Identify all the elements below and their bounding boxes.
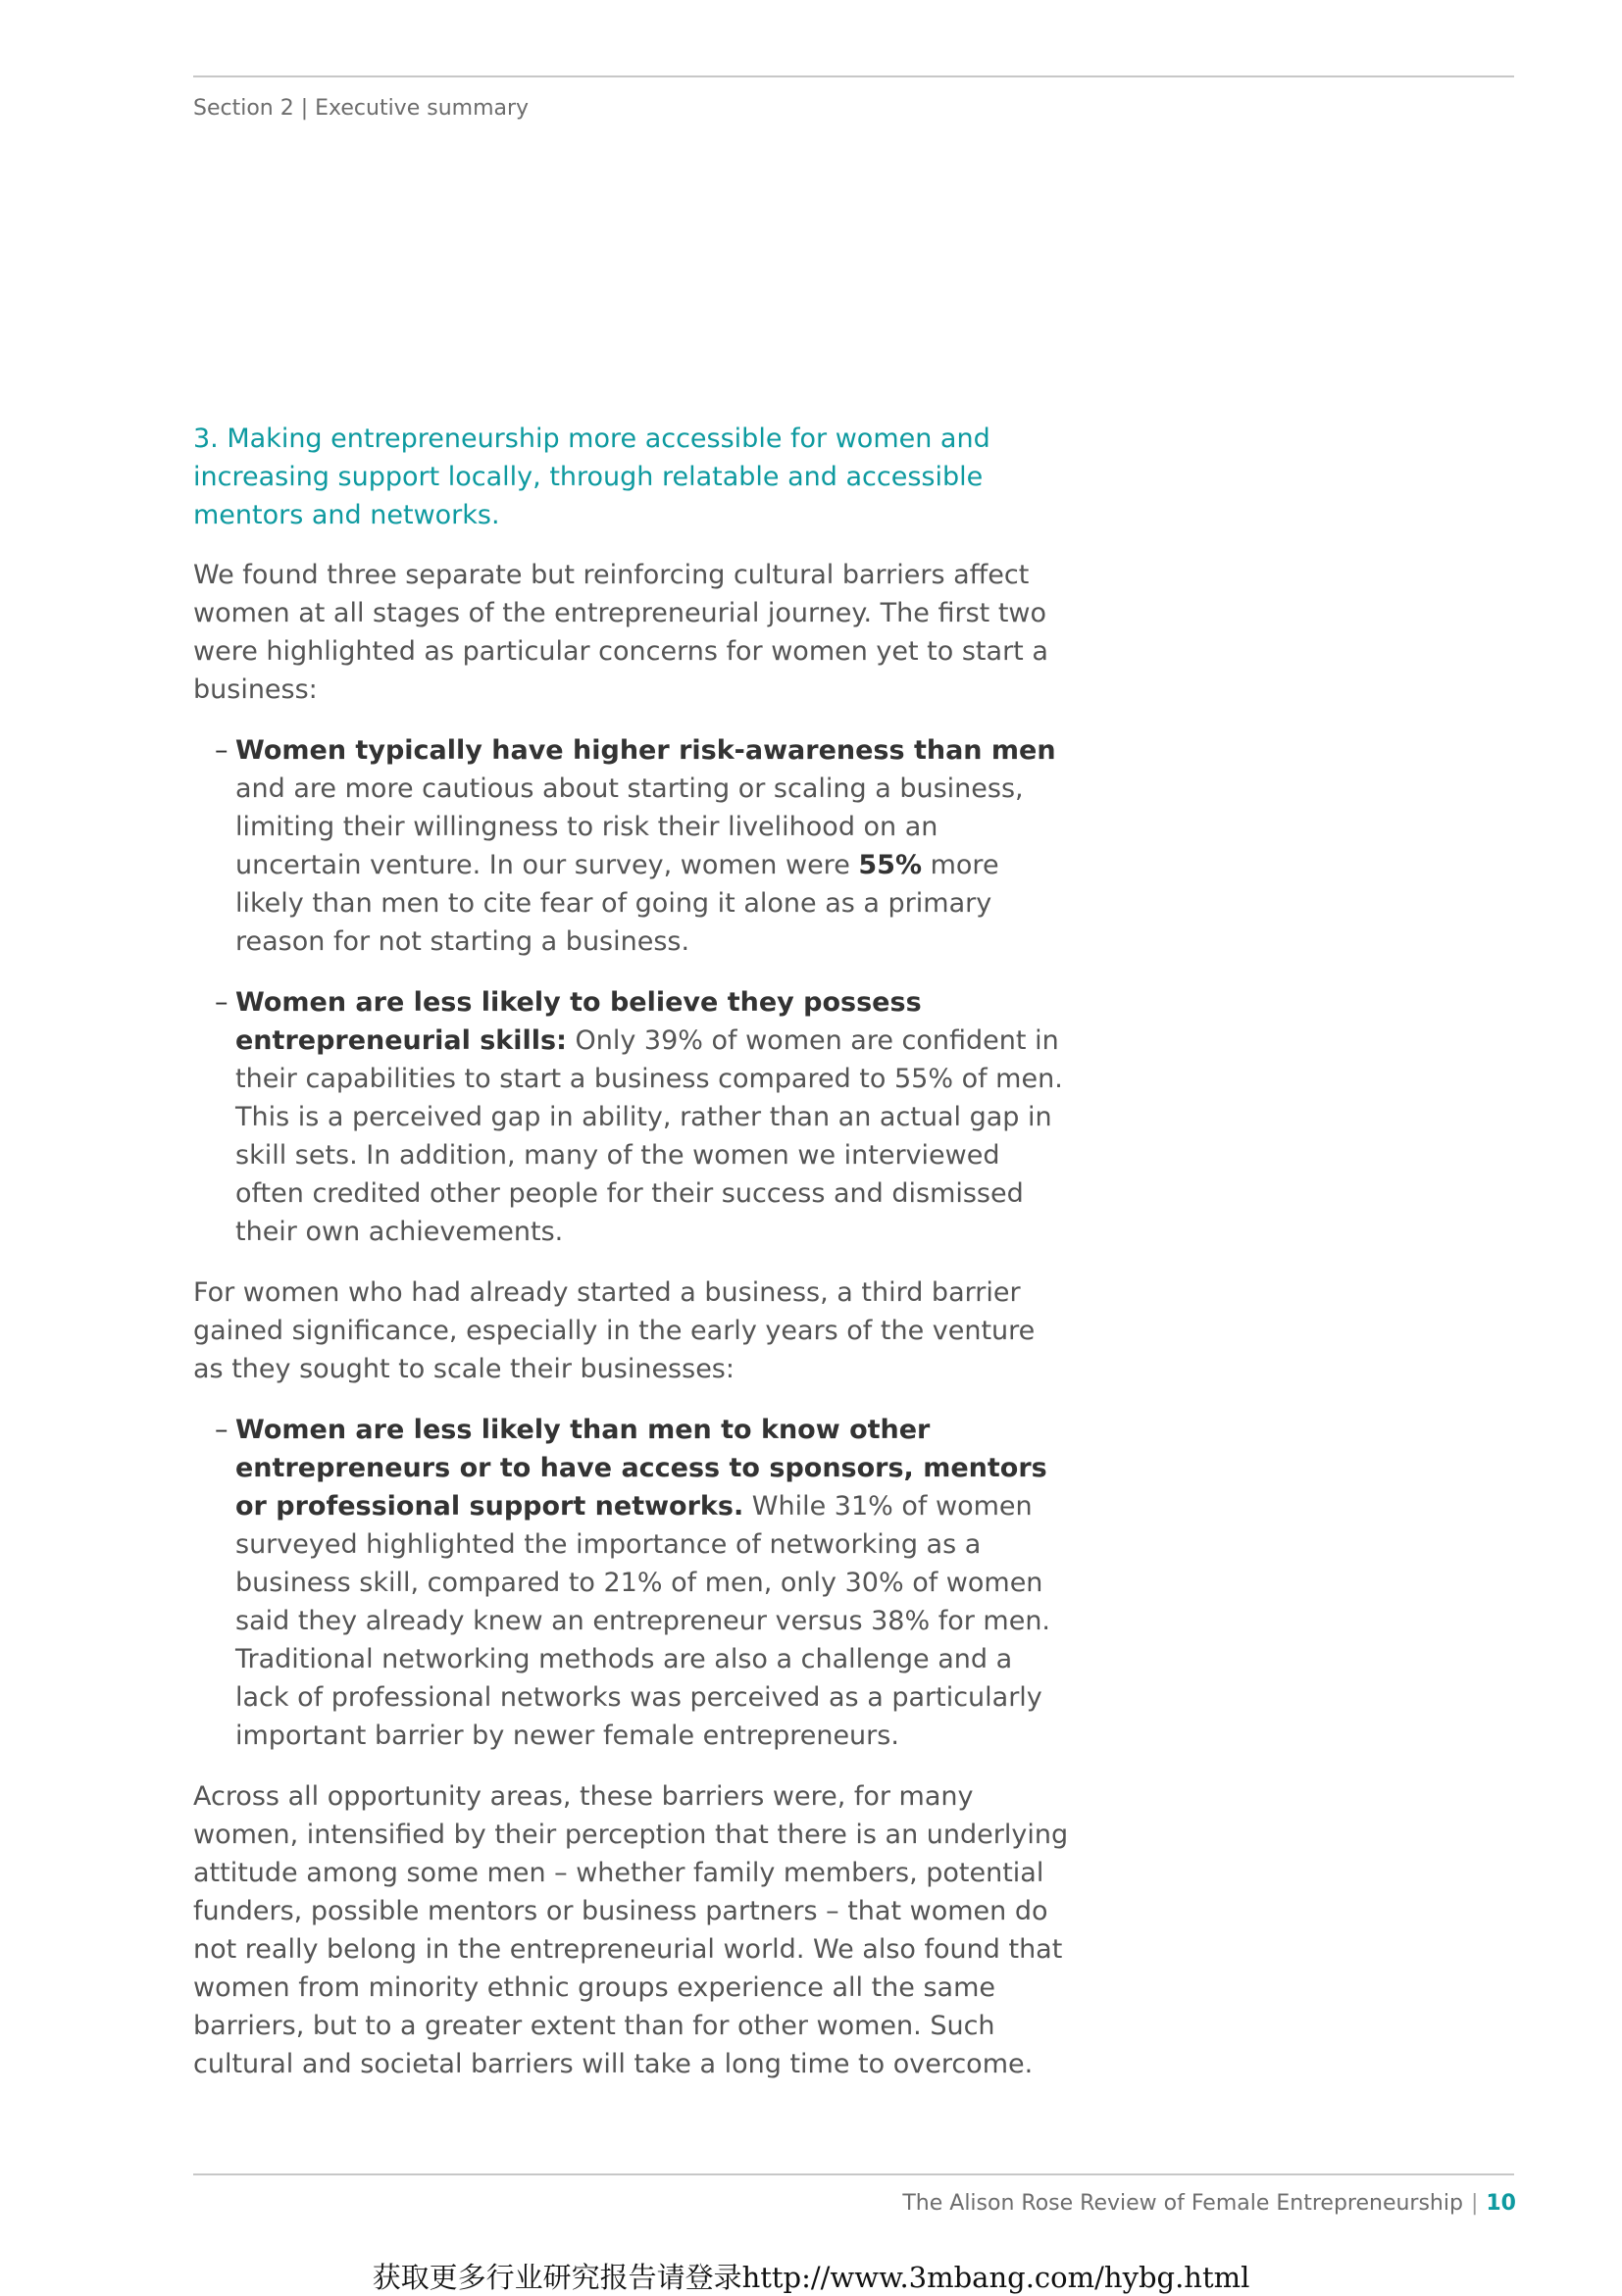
bullet-lead: Women are less likely to believe they possess entrepreneurial skills: — [235, 987, 922, 1056]
bullet-dash: – — [215, 987, 228, 1018]
bullet-text: more likely than men to cite fear of going it alone as a primary reason for not starting a business. — [235, 850, 999, 957]
footer-rule — [193, 2173, 1514, 2175]
bullet-text: and are more cautious about starting or scaling a business, limiting their willingness to risk their livelihood on an uncertain venture. In our survey, women were — [235, 774, 1024, 880]
list-item — [193, 731, 1071, 961]
bullet-dash: – — [215, 735, 228, 766]
intro-paragraph: We found three separate but reinforcing cultural barriers affect women at all stages of the entrepreneurial journey. The first two were highlighted as particular concerns for women yet to start a business: — [193, 560, 1048, 705]
bullet-dash: – — [215, 1415, 228, 1445]
main-content — [193, 420, 1071, 2106]
bullet-emphasis: 55% — [858, 850, 923, 880]
closing-paragraph: Across all opportunity areas, these barriers were, for many women, intensified by their perception that there is an underlying attitude among some men – whether family members, potential funders, possible mentors or business partners – that women do not really belong in the entrepreneurial world. We also found that women from minority ethnic groups experience all the same barriers, but to a greater extent than for other women. Such cultural and societal barriers will take a long time to overcome. — [193, 1781, 1069, 2079]
footer-separator: | — [1470, 2191, 1479, 2216]
section-heading: 3. Making entrepreneurship more accessible for women and increasing support locally, through relatable and accessible mentors and networks. — [193, 424, 990, 530]
barrier-list-scaling — [193, 1411, 1071, 1755]
list-item — [193, 983, 1071, 1251]
footer-title: The Alison Rose Review of Female Entrepreneurship — [902, 2191, 1463, 2216]
list-item — [193, 1411, 1071, 1755]
barrier-list-prestart — [193, 731, 1071, 1251]
bullet-text: Only 39% of women are confident in their capabilities to start a business compared to 55% of men. This is a perceived gap in ability, rather than an actual gap in skill sets. In addition, many of the women we interviewed often credited other people for their success and dismissed their own achievements. — [235, 1025, 1063, 1247]
watermark-link[interactable]: 获取更多行业研究报告请登录http://www.3mbang.com/hybg.html — [372, 2261, 1250, 2294]
footer — [902, 2191, 1516, 2216]
bullet-lead: Women typically have higher risk-awareness than men — [235, 735, 1056, 766]
bullet-text: While 31% of women surveyed highlighted the importance of networking as a business skill, compared to 21% of men, only 30% of women said they already knew an entrepreneur versus 38% for men. Traditional networking methods are also a challenge and a lack of professional networks was perceived as a particularly important barrier by newer female entrepreneurs. — [235, 1491, 1051, 1751]
section-label: Section 2 | Executive summary — [193, 96, 530, 121]
bullet-lead: Women are less likely than men to know other entrepreneurs or to have access to sponsors, mentors or professional support networks. — [235, 1415, 1047, 1522]
page-number: 10 — [1486, 2191, 1516, 2216]
middle-paragraph: For women who had already started a business, a third barrier gained significance, especially in the early years of the venture as they sought to scale their businesses: — [193, 1277, 1036, 1384]
header-rule — [193, 75, 1514, 77]
